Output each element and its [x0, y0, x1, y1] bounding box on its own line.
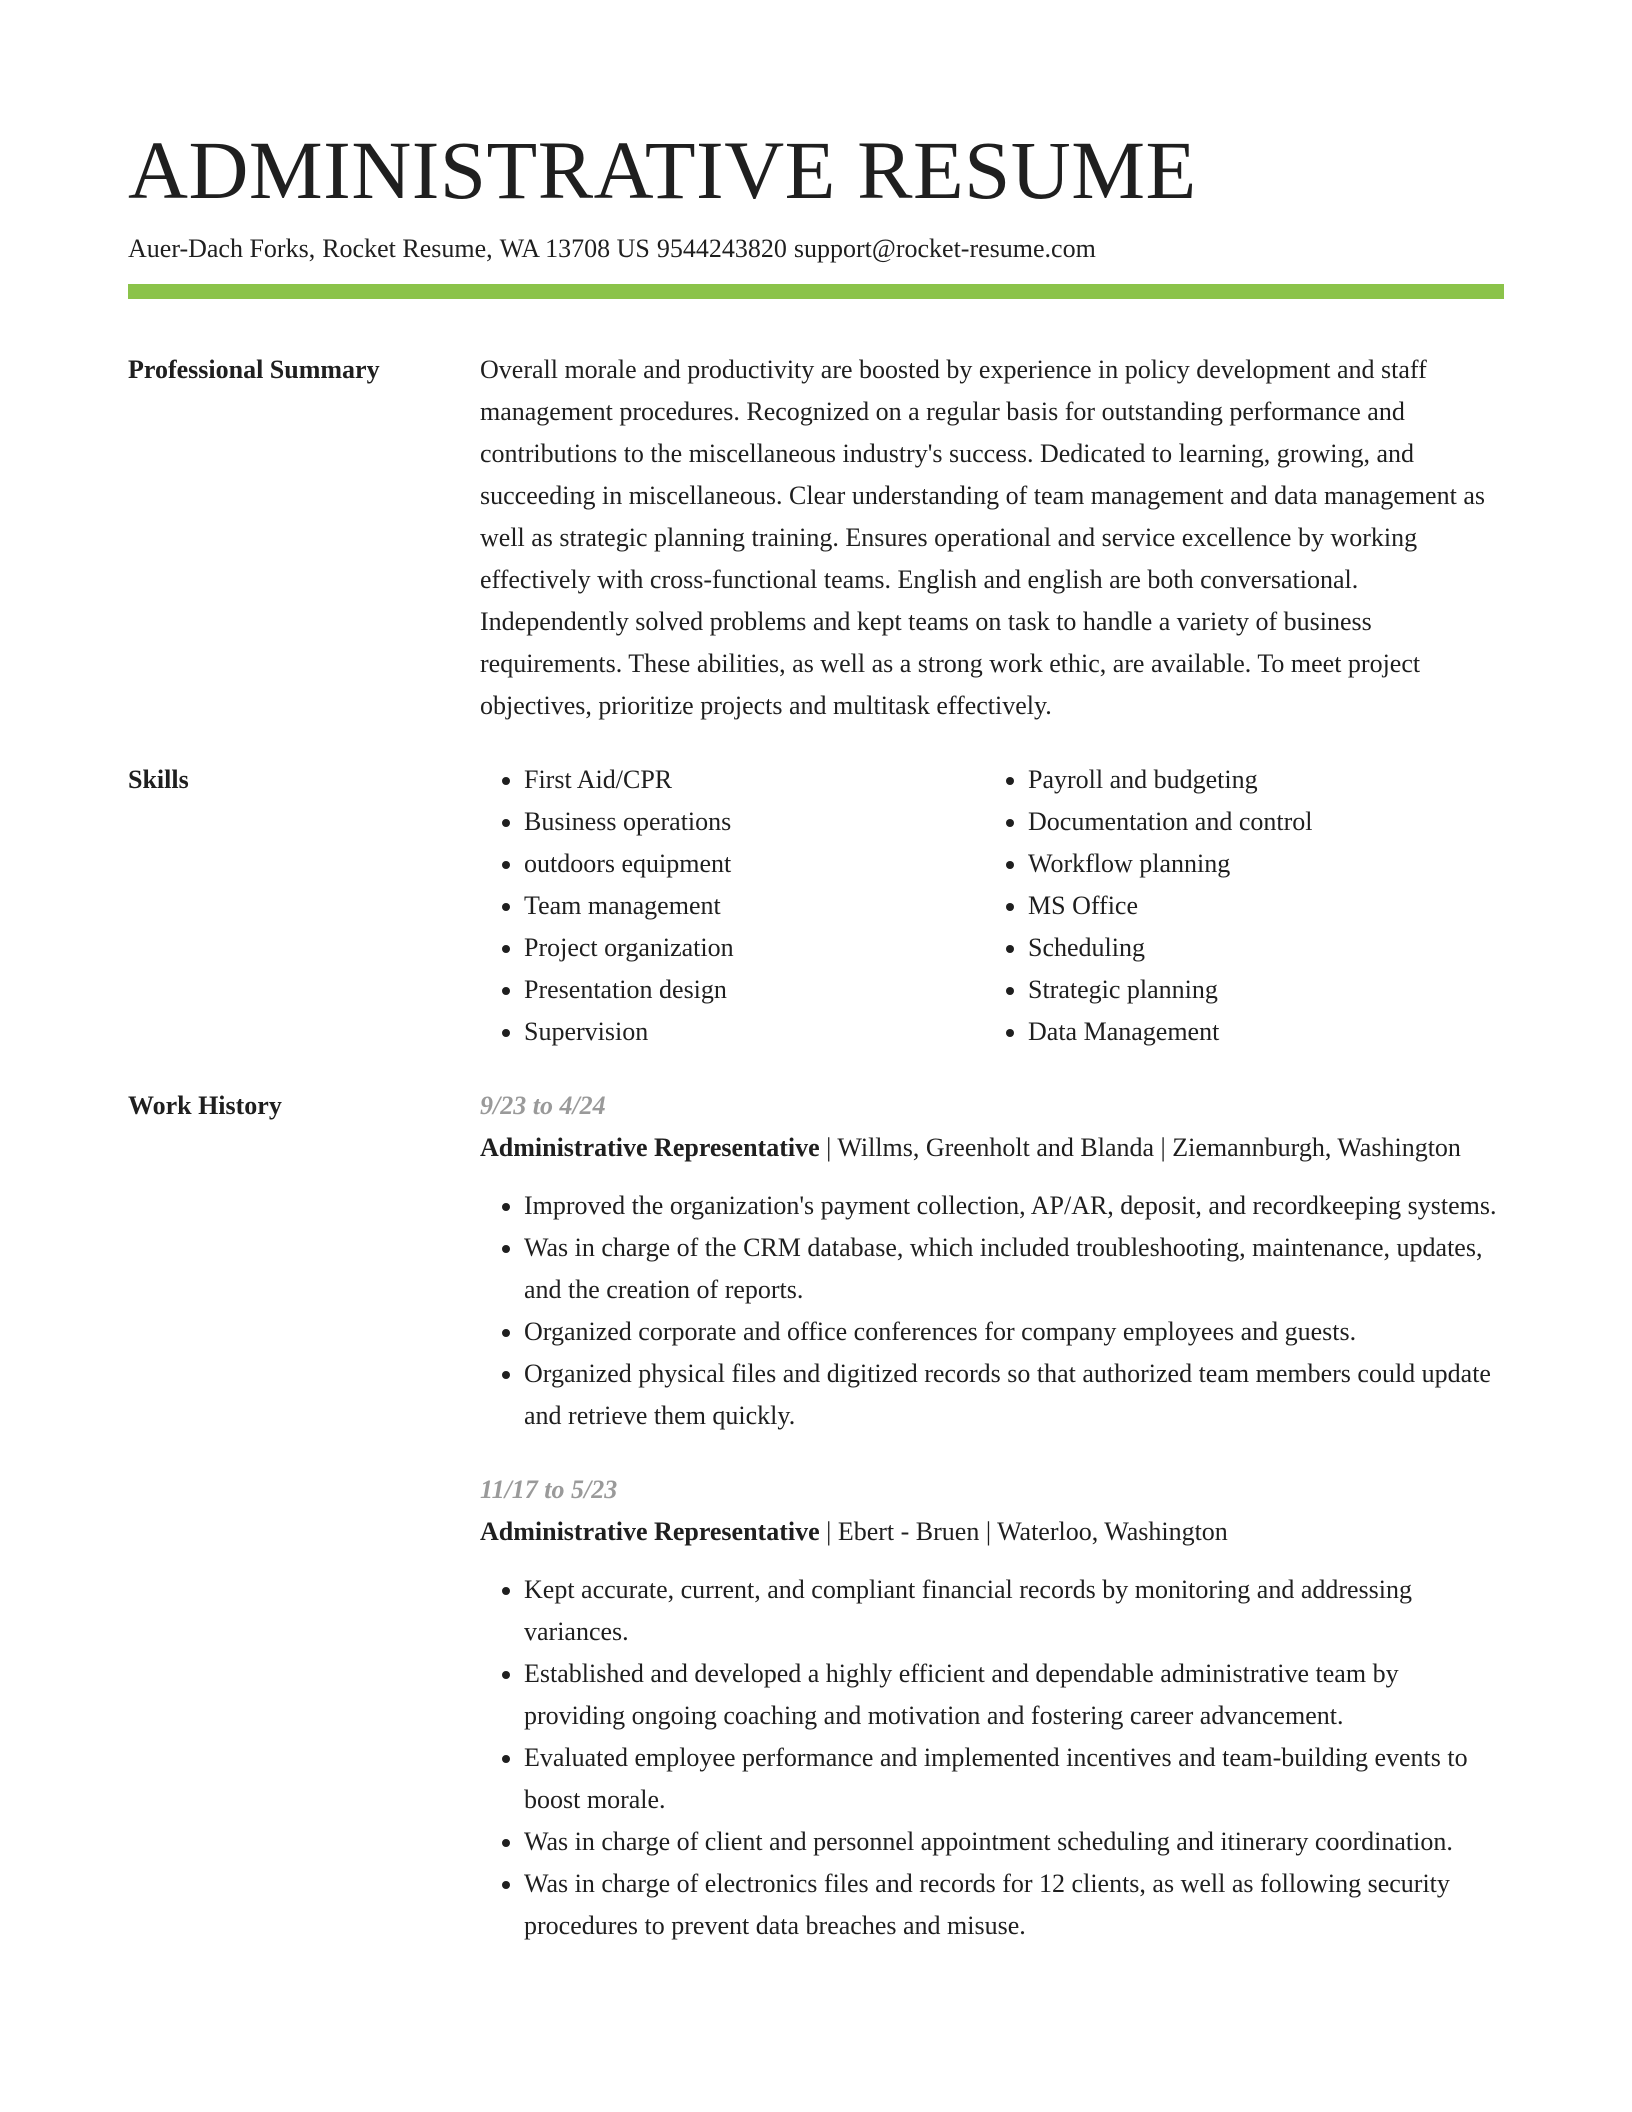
job-bullet: • Organized physical files and digitized records so that authorized team members could update and retrieve them quickly. — [524, 1353, 1504, 1437]
skills-section — [128, 759, 1504, 1053]
skill-item: • Documentation and control — [1028, 801, 1312, 843]
job-bullet-list — [480, 1569, 1504, 1947]
skill-item: • Scheduling — [1028, 927, 1312, 969]
skill-item: • Payroll and budgeting — [1028, 759, 1312, 801]
skill-item: • Strategic planning — [1028, 969, 1312, 1011]
summary-text: Overall morale and productivity are boosted by experience in policy development and staff management procedures. Recognized on a regular basis for outstanding performance and contributions to the miscellaneous industry's success. Dedicated to learning, growing, and succeeding in miscellaneous. Clear understanding of team management and data management as well as strategic planning training. Ensures operational and service excellence by working effectively with cross-functional teams. English and english are both conversational. Independently solved problems and kept teams on task to handle a variety of business requirements. These abilities, as well as a strong work ethic, are available. To meet project objectives, prioritize projects and multitask effectively. — [480, 355, 1485, 720]
skill-item: • Presentation design — [524, 969, 984, 1011]
header-divider — [128, 284, 1504, 299]
work-history-section — [128, 1085, 1504, 1947]
skill-item: • Business operations — [524, 801, 984, 843]
skill-item: • Supervision — [524, 1011, 984, 1053]
contact-company: Rocket Resume, — [322, 234, 493, 263]
job-bullet: • Organized corporate and office conferences for company employees and guests. — [524, 1311, 1504, 1353]
job-bullet: • Improved the organization's payment collection, AP/AR, deposit, and recordkeeping systems. — [524, 1185, 1504, 1227]
job-bullet: • Was in charge of client and personnel appointment scheduling and itinerary coordination. — [524, 1821, 1504, 1863]
skill-item: • Project organization — [524, 927, 984, 969]
contact-region: WA 13708 US — [499, 234, 650, 263]
skill-item: • outdoors equipment — [524, 843, 984, 885]
contact-email: support@rocket-resume.com — [793, 234, 1096, 263]
job-heading — [480, 1127, 1504, 1169]
job-bullet: • Established and developed a highly efficient and dependable administrative team by providing ongoing coaching and motivation and fostering career advancement. — [524, 1653, 1504, 1737]
skill-item: • Team management — [524, 885, 984, 927]
skill-item: • First Aid/CPR — [524, 759, 984, 801]
job-bullet-list — [480, 1185, 1504, 1437]
job-title: Administrative Representative — [480, 1517, 820, 1546]
summary-heading: Professional Summary — [128, 355, 380, 384]
contact-city: Auer-Dach Forks, — [128, 234, 316, 263]
work-history-body — [480, 1085, 1504, 1947]
work-history-heading: Work History — [128, 1091, 282, 1120]
summary-section — [128, 349, 1504, 727]
job-dates: 9/23 to 4/24 — [480, 1091, 606, 1120]
job-title: Administrative Representative — [480, 1133, 820, 1162]
resume-name: ADMINISTRATIVE RESUME — [128, 124, 1197, 216]
summary-body — [480, 349, 1504, 727]
job-bullet: • Was in charge of electronics files and records for 12 clients, as well as following security procedures to prevent data breaches and misuse. — [524, 1863, 1504, 1947]
job-entry — [480, 1085, 1504, 1437]
contact-phone: 9544243820 — [656, 234, 787, 263]
skills-body — [480, 759, 1504, 1053]
skills-list-right — [984, 759, 1312, 1053]
job-bullet: • Was in charge of the CRM database, which included troubleshooting, maintenance, updates, and the creation of reports. — [524, 1227, 1504, 1311]
resume-page — [128, 0, 1504, 1947]
job-heading — [480, 1511, 1504, 1553]
job-bullet: • Evaluated employee performance and implemented incentives and team-building events to boost morale. — [524, 1737, 1504, 1821]
contact-line — [128, 232, 1504, 266]
skills-grid — [480, 759, 1504, 1053]
skill-item: • MS Office — [1028, 885, 1312, 927]
skill-item: • Workflow planning — [1028, 843, 1312, 885]
skill-item: • Data Management — [1028, 1011, 1312, 1053]
skills-heading: Skills — [128, 765, 189, 794]
job-entry — [480, 1469, 1504, 1947]
job-dates: 11/17 to 5/23 — [480, 1475, 618, 1504]
resume-header — [128, 0, 1504, 299]
job-bullet: • Kept accurate, current, and compliant financial records by monitoring and addressing variances. — [524, 1569, 1504, 1653]
job-employer-location: | Ebert - Bruen | Waterloo, Washington — [819, 1517, 1228, 1546]
job-employer-location: | Willms, Greenholt and Blanda | Ziemannburgh, Washington — [819, 1133, 1461, 1162]
skills-list-left — [480, 759, 984, 1053]
